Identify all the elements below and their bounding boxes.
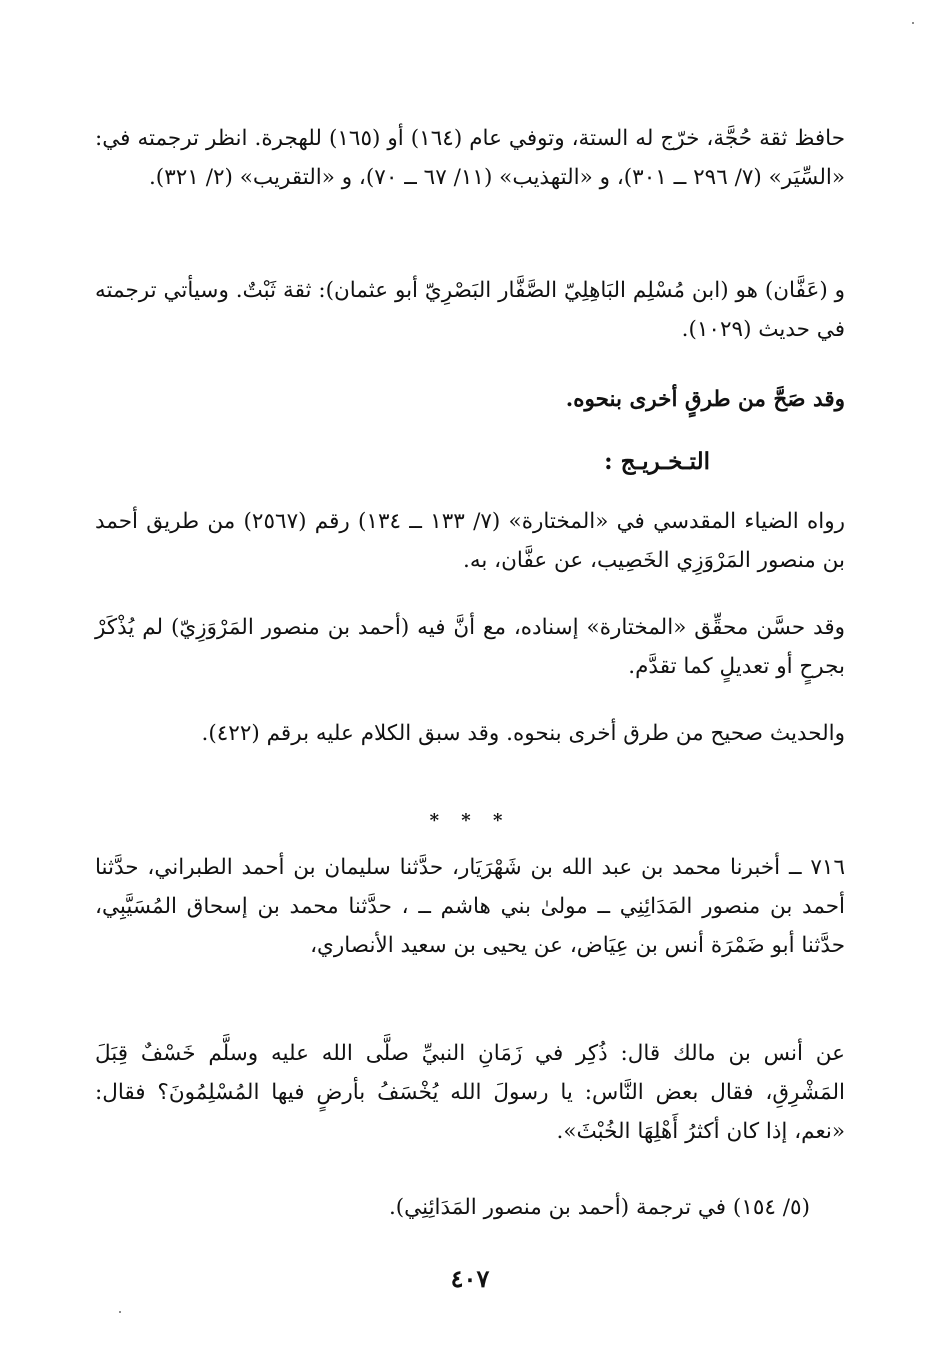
source-reference: (٥/ ١٥٤) في ترجمة (أحمد بن منصور المَدَائِنِي). [388, 1195, 810, 1220]
section-separator: * * * [429, 810, 511, 831]
hadith-status-paragraph: والحديث صحيح من طرق أخرى بنحوه. وقد سبق الكلام عليه برقم (٤٢٢). [201, 721, 845, 746]
hadith-isnad-paragraph: ٧١٦ ــ أخبرنا محمد بن عبد الله بن شَهْرَيَار، حدَّثنا سليمان بن أحمد الطبراني، حدَّثنا أحمد بن منصور المَدَائِنِي ــ مولىٰ بني هاشم ــ ، حدَّثنا محمد بن إسحاق المُسَيَّبِي، حدَّثنا أبو ضَمْرَة أنس بن عِيَاض، عن يحيى بن سعيد الأنصاري، [95, 855, 845, 958]
verifier-note-paragraph: وقد حسَّن محقِّق «المختارة» إسناده، مع أنَّ فيه (أحمد بن منصور المَرْوَزِيّ) لم يُذْكَرْ بجرحٍ أو تعديلٍ كما تقدَّم. [95, 615, 845, 679]
page-number: ٤٠٧ [450, 1264, 490, 1293]
authentication-note: وقد صَحَّ من طرقٍ أخرى بنحوه. [565, 387, 845, 412]
hadith-matn-paragraph: عن أنس بن مالك قال: ذُكِر في زَمَانِ النبيِّ صلَّى الله عليه وسلَّم خَسْفٌ قِبَلَ المَشْرِقِ، فقال بعض النَّاس: يا رسولَ الله يُخْسَفُ بأرضٍ فيها المُسْلِمُونَ؟ فقال: «نعم، إذا كان أكثرُ أَهْلِهَا الخُبْثَ». [95, 1041, 845, 1144]
narrator-biography-paragraph: حافظ ثقة حُجَّة، خرّج له الستة، وتوفي عام (١٦٤) أو (١٦٥) للهجرة. انظر ترجمته في: «السِّيَر» (٧/ ٢٩٦ ــ ٣٠١)، و «التهذيب» (١١/ ٦٧ ــ ٧٠)، و «التقريب» (٢/ ٣٢١). [95, 126, 845, 190]
takhrij-paragraph: رواه الضياء المقدسي في «المختارة» (٧/ ١٣٣ ــ ١٣٤) رقم (٢٥٦٧) من طريق أحمد بن منصور المَرْوَزِي الخَصِيب، عن عفَّان، به. [95, 509, 845, 573]
scan-speck [912, 22, 914, 24]
scan-speck [119, 1311, 121, 1313]
affan-biography-paragraph: و (عَفَّان) هو (ابن مُسْلِم البَاهِلِيّ الصَّفَّار البَصْرِيّ أبو عثمان): ثقة ثَبْتٌ. وسيأتي ترجمته في حديث (١٠٢٩). [95, 278, 845, 342]
takhrij-heading: التـخـريـج : [604, 448, 710, 475]
